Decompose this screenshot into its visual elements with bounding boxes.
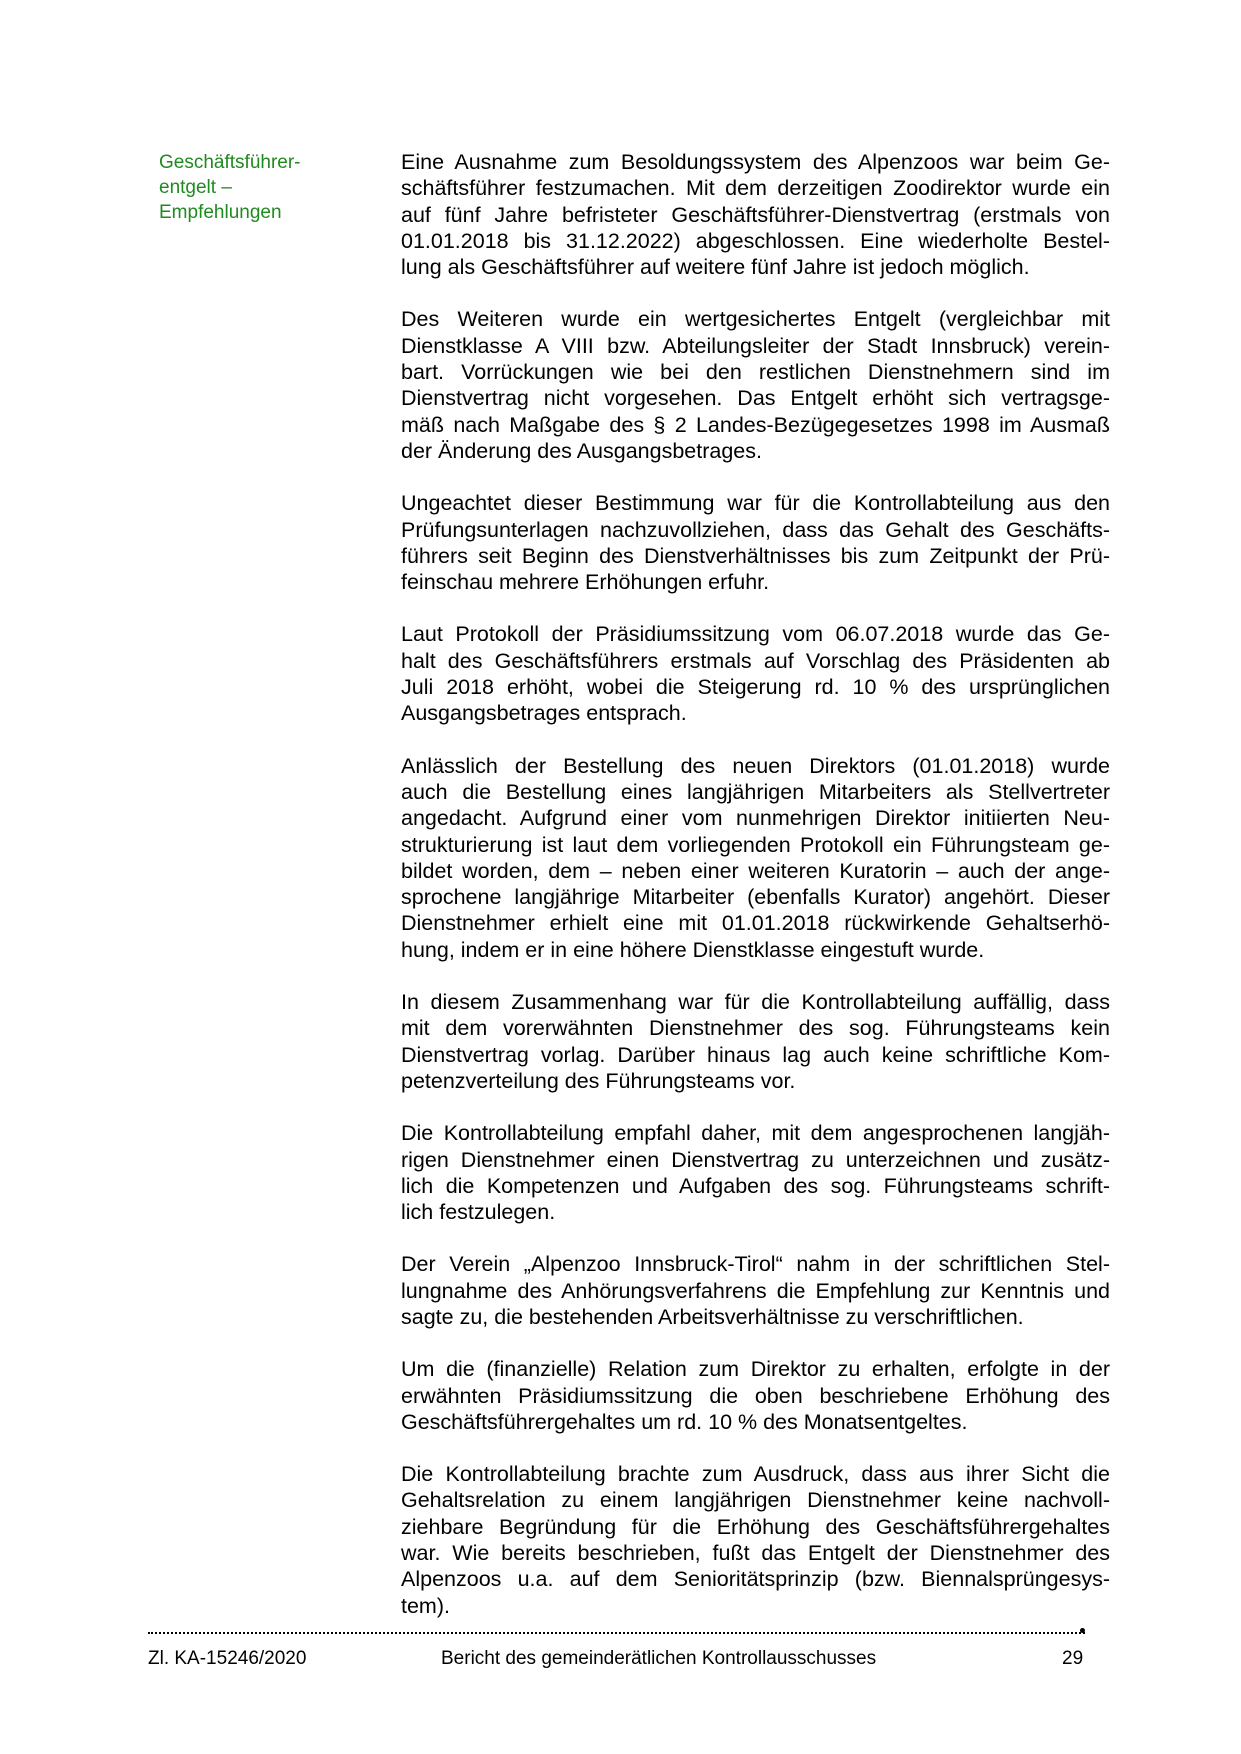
text-line: Prüfungsunterlagen nachzuvollziehen, dass das Gehalt des Geschäfts- <box>401 517 1110 542</box>
text-line: Eine Ausnahme zum Besoldungssystem des Alpenzoos war beim Ge- <box>401 150 1110 174</box>
margin-note-line: entgelt – <box>159 177 232 198</box>
paragraph <box>401 306 1110 464</box>
text-line: rigen Dienstnehmer einen Dienstvertrag zu unterzeichnen und zusätz- <box>401 1147 1110 1172</box>
text-line: der Änderung des Ausgangsbetrages. <box>401 438 762 463</box>
margin-note-line: Geschäftsführer- <box>159 152 301 173</box>
footer-divider <box>148 1632 1085 1634</box>
text-line: sagte zu, die bestehenden Arbeitsverhältnisse zu verschriftlichen. <box>401 1304 1024 1329</box>
text-line: Dienstnehmer erhielt eine mit 01.01.2018 rückwirkende Gehaltserhö- <box>401 911 1110 936</box>
text-line: Dienstklasse A VIII bzw. Abteilungsleiter der Stadt Innsbruck) verein- <box>401 333 1110 358</box>
margin-note <box>159 150 359 225</box>
paragraph <box>401 753 1110 963</box>
text-line: petenzverteilung des Führungsteams vor. <box>401 1068 796 1093</box>
text-line: feinschau mehrere Erhöhungen erfuhr. <box>401 570 770 595</box>
paragraph <box>401 1120 1110 1225</box>
text-line: tem). <box>401 1593 450 1618</box>
paragraph <box>401 1356 1110 1435</box>
text-line: Um die (finanzielle) Relation zum Direktor zu erhalten, erfolgte in der <box>401 1357 1110 1382</box>
body-text <box>401 149 1110 1645</box>
text-line: mit dem vorerwähnten Dienstnehmer des sog. Führungsteams kein <box>401 1016 1110 1041</box>
text-line: In diesem Zusammenhang war für die Kontrollabteilung auffällig, dass <box>401 990 1110 1015</box>
text-line: ziehbare Begründung für die Erhöhung des Geschäftsführergehaltes <box>401 1514 1110 1539</box>
text-line: Geschäftsführergehaltes um rd. 10 % des Monatsentgeltes. <box>401 1409 968 1434</box>
text-line: bildet worden, dem – neben einer weiteren Kuratorin – auch der ange- <box>401 858 1110 883</box>
text-line: Alpenzoos u.a. auf dem Senioritätsprinzip (bzw. Biennalsprüngesys- <box>401 1567 1110 1592</box>
paragraph <box>401 1251 1110 1330</box>
paragraph <box>401 989 1110 1094</box>
text-line: strukturierung ist laut dem vorliegenden Protokoll ein Führungsteam ge- <box>401 832 1110 857</box>
text-line: Ausgangsbetrages entsprach. <box>401 701 687 726</box>
text-line: führers seit Beginn des Dienstverhältnisses bis zum Zeitpunkt der Prü- <box>401 543 1110 568</box>
paragraph <box>401 149 1110 280</box>
text-line: Laut Protokoll der Präsidiumssitzung vom 06.07.2018 wurde das Ge- <box>401 622 1110 647</box>
footer-divider-end-dot <box>1080 1628 1085 1633</box>
paragraph <box>401 490 1110 595</box>
text-line: Des Weiteren wurde ein wertgesichertes Entgelt (vergleichbar mit <box>401 307 1110 332</box>
text-line: auch die Bestellung eines langjährigen Mitarbeiters als Stellvertreter <box>401 779 1110 804</box>
text-line: lungnahme des Anhörungsverfahrens die Empfehlung zur Kenntnis und <box>401 1278 1110 1303</box>
footer-title: Bericht des gemeinderätlichen Kontrollausschusses <box>441 1648 877 1669</box>
text-line: schäftsführer festzumachen. Mit dem derzeitigen Zoodirektor wurde ein <box>401 176 1110 201</box>
page-number: 29 <box>1062 1648 1084 1669</box>
text-line: halt des Geschäftsführers erstmals auf Vorschlag des Präsidenten ab <box>401 648 1110 673</box>
text-line: lich die Kompetenzen und Aufgaben des sog. Führungsteams schrift- <box>401 1173 1110 1198</box>
text-line: hung, indem er in eine höhere Dienstklasse eingestuft wurde. <box>401 937 985 962</box>
text-line: mäß nach Maßgabe des § 2 Landes-Bezügegesetzes 1998 im Ausmaß <box>401 412 1110 437</box>
margin-note-line: Empfehlungen <box>159 202 282 223</box>
text-line: Ungeachtet dieser Bestimmung war für die Kontrollabteilung aus den <box>401 491 1110 516</box>
text-line: lich festzulegen. <box>401 1200 556 1225</box>
text-line: war. Wie bereits beschrieben, fußt das Entgelt der Dienstnehmer des <box>401 1541 1110 1566</box>
text-line: Dienstvertrag vorlag. Darüber hinaus lag auch keine schriftliche Kom- <box>401 1042 1110 1067</box>
text-line: bart. Vorrückungen wie bei den restlichen Dienstnehmern sind im <box>401 360 1110 385</box>
paragraph <box>401 1461 1110 1619</box>
text-line: Juli 2018 erhöht, wobei die Steigerung rd. 10 % des ursprünglichen <box>401 675 1110 700</box>
text-line: lung als Geschäftsführer auf weitere fünf Jahre ist jedoch möglich. <box>401 255 1030 280</box>
text-line: 01.01.2018 bis 31.12.2022) abgeschlossen. Eine wiederholte Bestel- <box>401 228 1110 253</box>
text-line: Die Kontrollabteilung brachte zum Ausdruck, dass aus ihrer Sicht die <box>401 1462 1110 1487</box>
text-line: erwähnten Präsidiumssitzung die oben beschriebene Erhöhung des <box>401 1383 1110 1408</box>
text-line: Der Verein „Alpenzoo Innsbruck-Tirol“ nahm in der schriftlichen Stel- <box>401 1252 1110 1277</box>
text-line: Gehaltsrelation zu einem langjährigen Dienstnehmer keine nachvoll- <box>401 1488 1110 1513</box>
paragraph <box>401 621 1110 726</box>
text-line: angedacht. Aufgrund einer vom nunmehrigen Direktor initiierten Neu- <box>401 806 1110 831</box>
text-line: Anlässlich der Bestellung des neuen Direktors (01.01.2018) wurde <box>401 753 1110 778</box>
text-line: sprochene langjährige Mitarbeiter (ebenfalls Kurator) angehört. Dieser <box>401 885 1110 910</box>
text-line: Die Kontrollabteilung empfahl daher, mit dem angesprochenen langjäh- <box>401 1121 1110 1146</box>
text-line: Dienstvertrag nicht vorgesehen. Das Entgelt erhöht sich vertragsge- <box>401 386 1110 411</box>
text-line: auf fünf Jahre befristeter Geschäftsführer-Dienstvertrag (erstmals von <box>401 202 1110 227</box>
footer-reference: Zl. KA-15246/2020 <box>148 1648 307 1669</box>
